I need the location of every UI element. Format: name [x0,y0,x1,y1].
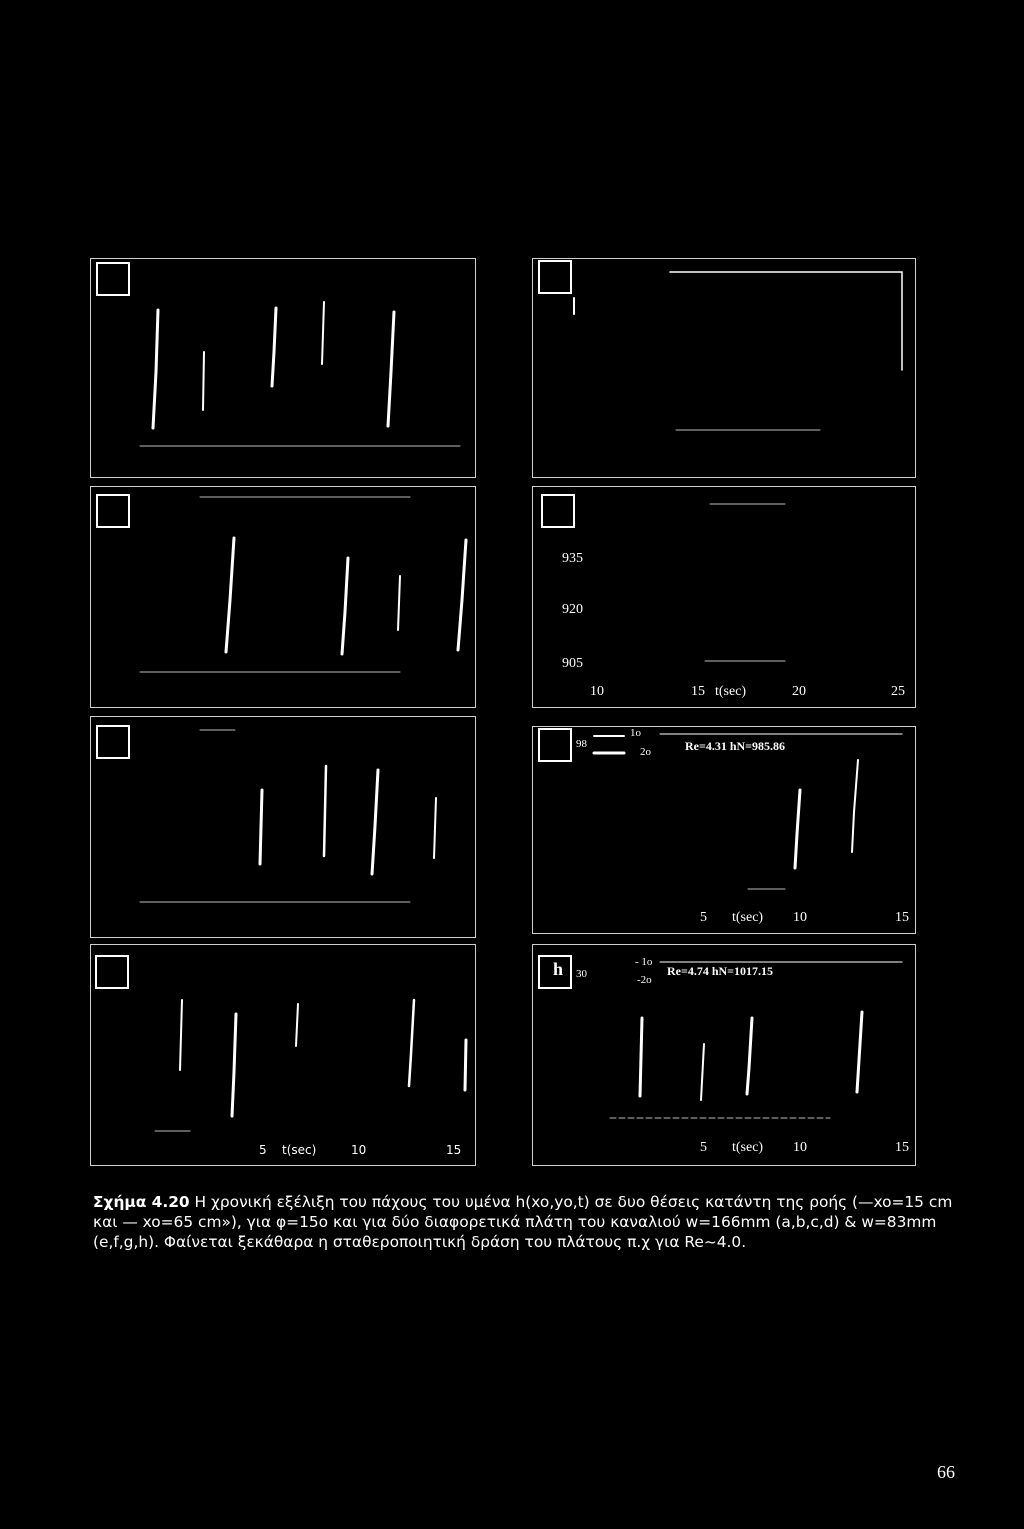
trace-a-5 [388,312,394,426]
trace-d-5 [465,1040,466,1090]
g-annotation: Re=4.31 hN=985.86 [685,739,786,753]
d-xlabel: t(sec) [282,1143,317,1157]
caption-label: Σχήμα 4.20 [93,1193,190,1211]
trace-c-4 [434,798,436,858]
trace-a-2 [203,352,204,410]
trace-c-1 [260,790,262,864]
trace-c-2 [324,766,326,856]
trace-a-1 [153,310,158,428]
trace-e-top [670,272,902,370]
g-legend-2: 2o [640,746,651,758]
h-annotation: Re=4.74 hN=1017.15 [667,964,774,978]
d-xtick-2: 10 [351,1143,367,1157]
trace-b-1 [226,538,234,652]
trace-b-4 [458,540,466,650]
h-yaxis-label: h [553,959,564,979]
g-xlabel: t(sec) [732,910,764,925]
trace-g-1 [795,790,800,868]
caption-text: Η χρονική εξέλιξη του πάχους του υμένα h(xo,yo,t) σε δυο θέσεις κατάντη της ροής (—xo=15 cm και — xo=65 cm»), για φ=15o και για δύο διαφορετικά πλάτη του καναλιού w=166mm (a,b,c,d) & w=83mm (e,f,g,h). Φαίνεται ξεκάθαρα η σταθεροποιητική δράση του πλάτους π.χ για Re~4.0. [93,1193,953,1251]
h-legend-2: -2o [637,974,652,986]
h-xlabel: t(sec) [732,1140,764,1155]
trace-d-2 [232,1014,236,1116]
f-ytick-1: 920 [562,602,583,617]
f-xtick-3: 20 [792,684,806,699]
figure-caption [93,1192,973,1252]
g-xtick-0: 5 [700,910,707,925]
f-xlabel: t(sec) [715,684,747,699]
f-xtick-4: 25 [891,684,905,699]
g-legend-1: 1o [630,727,641,739]
g-xtick-2: 10 [793,910,807,925]
g-ytick-0: 98 [576,738,587,750]
trace-d-1 [180,1000,182,1070]
trace-b-3 [398,576,400,630]
f-ytick-2: 905 [562,656,583,671]
h-xtick-0: 5 [700,1140,707,1155]
d-xtick-3: 15 [446,1143,462,1157]
trace-c-3 [372,770,378,874]
f-xtick-0: 10 [590,684,604,699]
trace-h-4 [857,1012,862,1092]
trace-h-1 [640,1018,642,1096]
h-xtick-3: 15 [895,1140,909,1155]
page-number: 66 [937,1462,955,1482]
h-xtick-2: 10 [793,1140,807,1155]
trace-h-3 [747,1018,752,1094]
d-xtick-0: 5 [259,1143,267,1157]
trace-d-3 [296,1004,298,1046]
h-legend-1: - 1o [635,956,653,968]
h-ytick-0: 30 [576,968,587,980]
f-xtick-1: 15 [691,684,705,699]
trace-a-3 [272,308,276,386]
f-ytick-0: 935 [562,551,583,566]
trace-g-2 [852,760,858,852]
trace-d-4 [409,1000,414,1086]
trace-h-2 [701,1044,704,1100]
trace-b-2 [342,558,348,654]
g-xtick-3: 15 [895,910,909,925]
trace-a-4 [322,302,324,364]
